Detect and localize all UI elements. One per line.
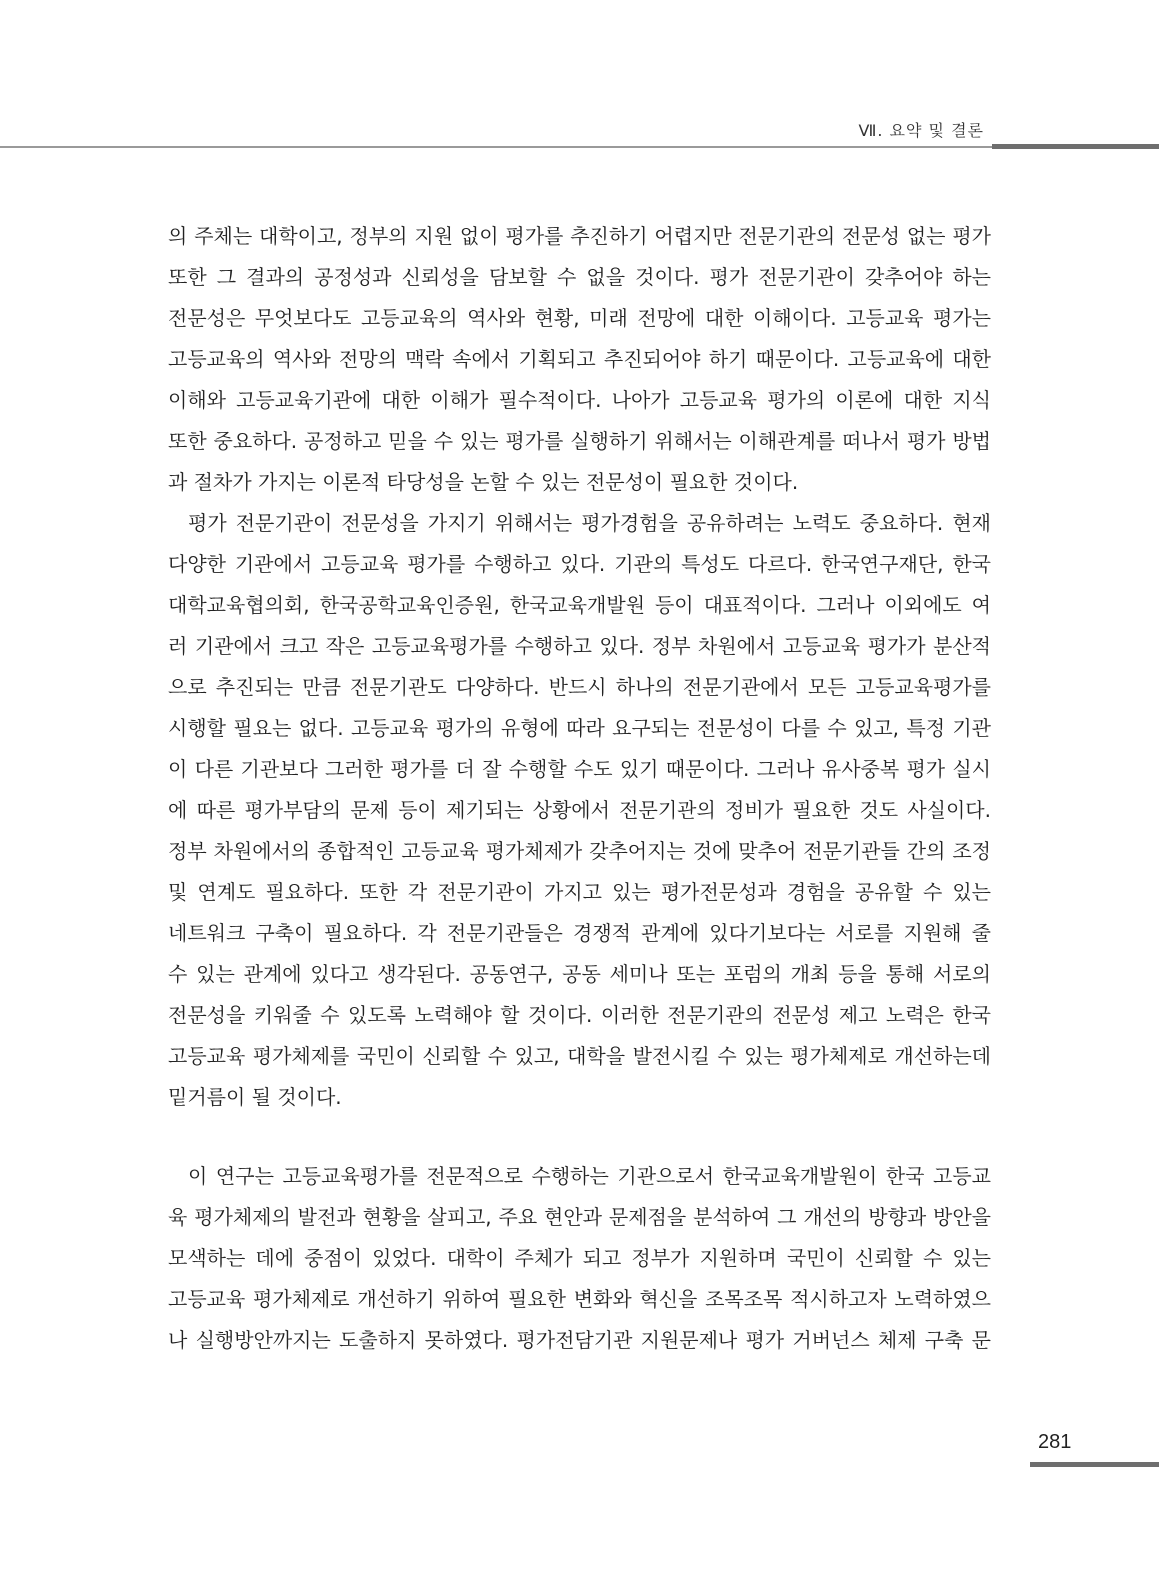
body-text — [168, 216, 991, 1361]
text-line: 평가 전문기관이 전문성을 가지기 위해서는 평가경험을 공유하려는 노력도 중요하다. 현재 — [188, 511, 991, 535]
text-line: 전문성을 키워줄 수 있도록 노력해야 할 것이다. 이러한 전문기관의 전문성 제고 노력은 한국 — [168, 1003, 991, 1027]
text-line: 고등교육 평가체제로 개선하기 위하여 필요한 변화와 혁신을 조목조목 적시하고자 노력하였으 — [168, 1287, 991, 1311]
text-line: 나 실행방안까지는 도출하지 못하였다. 평가전담기관 지원문제나 평가 거버넌스 체제 구축 문 — [168, 1328, 991, 1352]
text-line: 대학교육협의회, 한국공학교육인증원, 한국교육개발원 등이 대표적이다. 그러나 이외에도 여 — [168, 593, 991, 617]
text-line: 러 기관에서 크고 작은 고등교육평가를 수행하고 있다. 정부 차원에서 고등교육 평가가 분산적 — [168, 634, 991, 658]
header-rule-accent — [992, 144, 1159, 149]
text-line: 밑거름이 될 것이다. — [168, 1085, 342, 1109]
text-line: 에 따른 평가부담의 문제 등이 제기되는 상황에서 전문기관의 정비가 필요한 것도 사실이다. — [168, 798, 991, 822]
text-line: 또한 중요하다. 공정하고 믿을 수 있는 평가를 실행하기 위해서는 이해관계를 떠나서 평가 방법 — [168, 429, 991, 453]
running-header: Ⅶ. 요약 및 결론 — [858, 121, 984, 140]
text-line: 의 주체는 대학이고, 정부의 지원 없이 평가를 추진하기 어렵지만 전문기관의 전문성 없는 평가 — [168, 224, 991, 248]
text-line: 수 있는 관계에 있다고 생각된다. 공동연구, 공동 세미나 또는 포럼의 개최 등을 통해 서로의 — [168, 962, 991, 986]
text-line: 다양한 기관에서 고등교육 평가를 수행하고 있다. 기관의 특성도 다르다. 한국연구재단, 한국 — [168, 552, 991, 576]
text-line: 네트워크 구축이 필요하다. 각 전문기관들은 경쟁적 관계에 있다기보다는 서로를 지원해 줄 — [168, 921, 991, 945]
text-line: 전문성은 무엇보다도 고등교육의 역사와 현황, 미래 전망에 대한 이해이다. 고등교육 평가는 — [168, 306, 991, 330]
text-line: 이 연구는 고등교육평가를 전문적으로 수행하는 기관으로서 한국교육개발원이 한국 고등교 — [188, 1164, 991, 1188]
text-line: 또한 그 결과의 공정성과 신뢰성을 담보할 수 없을 것이다. 평가 전문기관이 갖추어야 하는 — [168, 265, 991, 289]
text-line: 육 평가체제의 발전과 현황을 살피고, 주요 현안과 문제점을 분석하여 그 개선의 방향과 방안을 — [168, 1205, 991, 1229]
text-line: 및 연계도 필요하다. 또한 각 전문기관이 가지고 있는 평가전문성과 경험을 공유할 수 있는 — [168, 880, 991, 904]
text-line: 과 절차가 가지는 이론적 타당성을 논할 수 있는 전문성이 필요한 것이다. — [168, 470, 799, 494]
text-line: 고등교육 평가체제를 국민이 신뢰할 수 있고, 대학을 발전시킬 수 있는 평가체제로 개선하는데 — [168, 1044, 991, 1068]
text-line: 시행할 필요는 없다. 고등교육 평가의 유형에 따라 요구되는 전문성이 다를 수 있고, 특정 기관 — [168, 716, 991, 740]
header-rule — [0, 146, 992, 148]
page-number: 281 — [1038, 1431, 1072, 1453]
text-line: 이 다른 기관보다 그러한 평가를 더 잘 수행할 수도 있기 때문이다. 그러나 유사중복 평가 실시 — [168, 757, 991, 781]
footer-rule — [1030, 1462, 1159, 1467]
text-line: 으로 추진되는 만큼 전문기관도 다양하다. 반드시 하나의 전문기관에서 모든 고등교육평가를 — [168, 675, 991, 699]
text-line: 모색하는 데에 중점이 있었다. 대학이 주체가 되고 정부가 지원하며 국민이 신뢰할 수 있는 — [168, 1246, 991, 1270]
text-line: 고등교육의 역사와 전망의 맥락 속에서 기획되고 추진되어야 하기 때문이다. 고등교육에 대한 — [168, 347, 991, 371]
text-line: 정부 차원에서의 종합적인 고등교육 평가체제가 갖추어지는 것에 맞추어 전문기관들 간의 조정 — [168, 839, 991, 863]
text-line: 이해와 고등교육기관에 대한 이해가 필수적이다. 나아가 고등교육 평가의 이론에 대한 지식 — [168, 388, 991, 412]
